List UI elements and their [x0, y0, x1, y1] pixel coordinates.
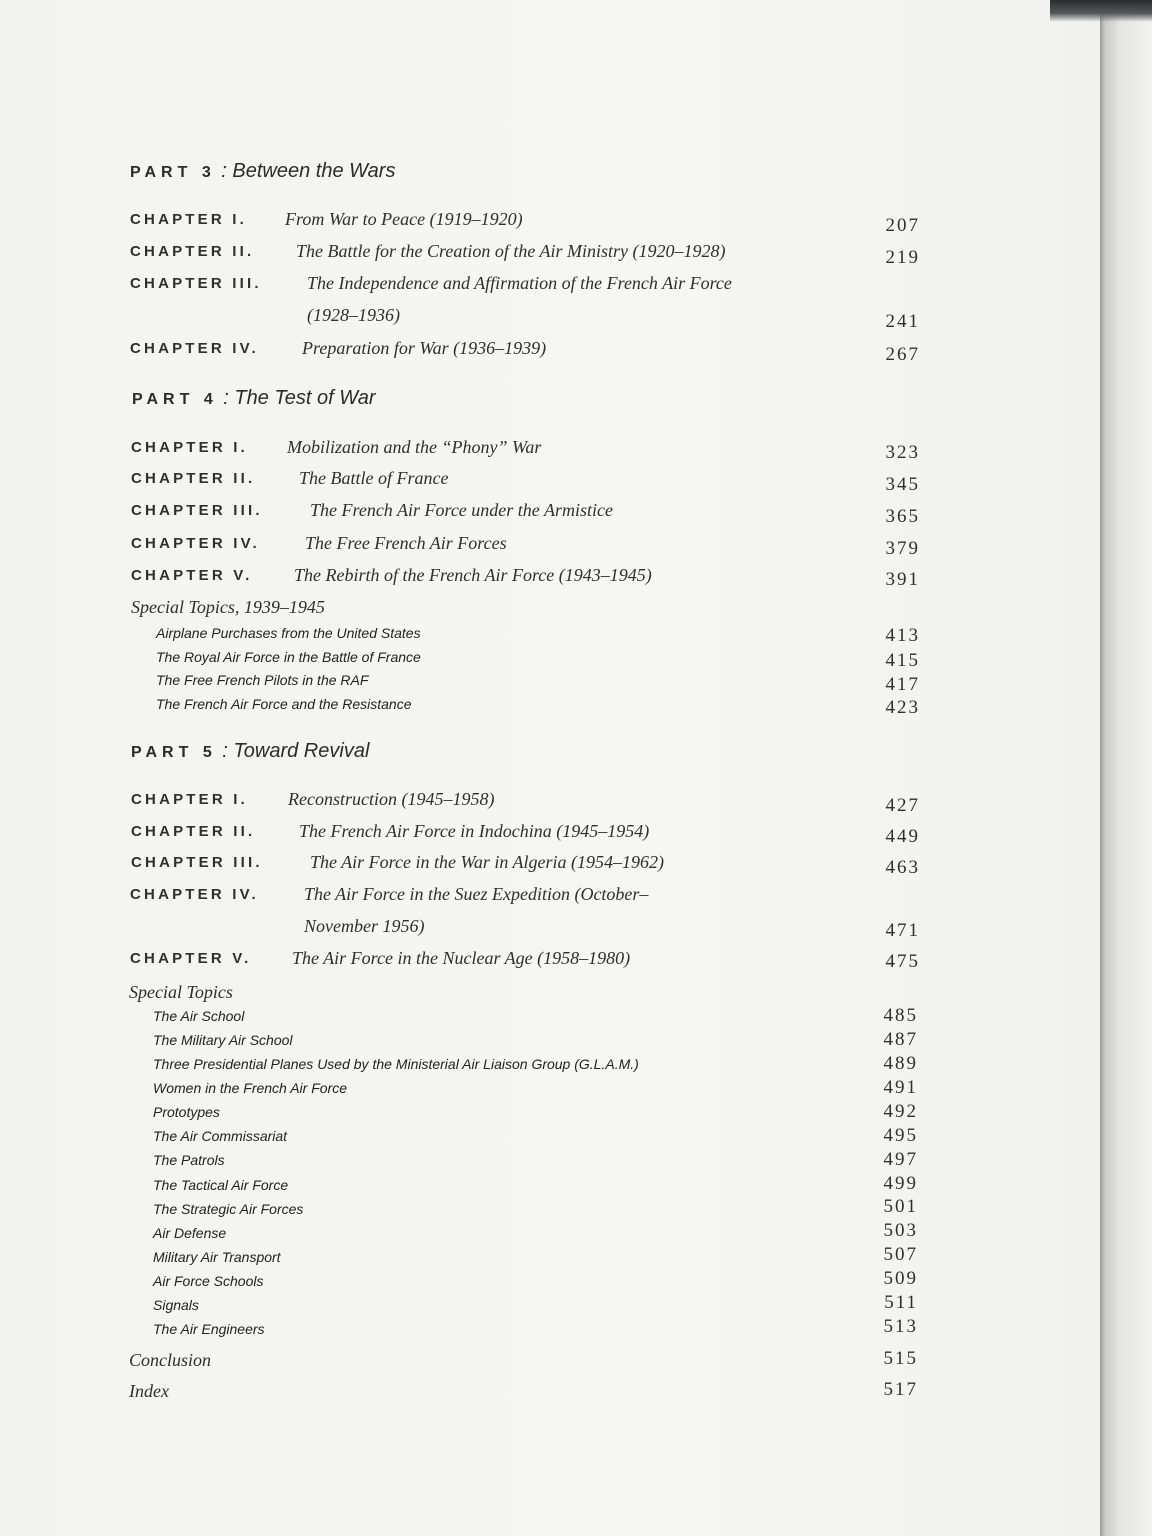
part-4-heading: PART 4 : The Test of War [132, 387, 376, 409]
part-5-heading: PART 5 : Toward Revival [131, 740, 370, 762]
part-4-special-topics-heading: Special Topics, 1939–1945 [131, 597, 325, 617]
part-5-special-topics-heading: Special Topics [129, 982, 233, 1002]
page-edge-shadow [1100, 0, 1152, 1536]
part-3-heading: PART 3 : Between the Wars [130, 160, 396, 182]
background-corner [1050, 0, 1152, 22]
book-page: PART 3 : Between the Wars CHAPTER I. From War to Peace (1919–1920) 207 CHAPTER II. The Battle for the Creation of the Air Ministry (1920–1928) 219 CHAPTER III. The Independence and Affirmation of the French Air Force (1928–1936) 241 CHAPTER IV. Preparation for War (1936–1939) 267 PART 4 : The Test of War CHAPTER I. Mobilization and the “Phony” War 323 CHAPTER II. The Battle of France 345 CHAPTER III. The French Air Force under the Armistice 365 CHAPTER IV. The Free French Air Forces 379 CHAPTER V. The Rebirth of the French Air Force (1943–1945) 391 Special Topics, 1939–1945 Airplane Purchases from the United States 413 The Royal Air Force in the Battle of France 415 The Free French Pilots in the RAF 417 The French Air Force and the Resistance 423 PART 5 : Toward Revival CHAPTER I. Reconstruction (1945–1958) 427 CHAPTER II. The French Air Force in Indochina (1945–1954) 449 CHAPTER III. The Air Force in the War in Algeria (1954–1962) 463 CHAPTER IV. The Air Force in the Suez Expedition (October– November 1956) 471 CHAPTER V. The Air Force in the Nuclear Age (1958–1980) 475 Special Topics The Air School 485 The Military Air School 487 Three Presidential Planes Used by the Ministerial Air Liaison Group (G.L.A.M.) 489 Women in the French Air Force 491 Prototypes 492 The Air Commissariat 495 The Patrols 497 The Tactical Air Force 499 The Strategic Air Forces 501 Air Defense 503 Military Air Transport 507 Air Force Schools 509 Signals 511 The Air Engineers 513 Conclusion 515 Index 517 [0, 0, 1100, 1536]
